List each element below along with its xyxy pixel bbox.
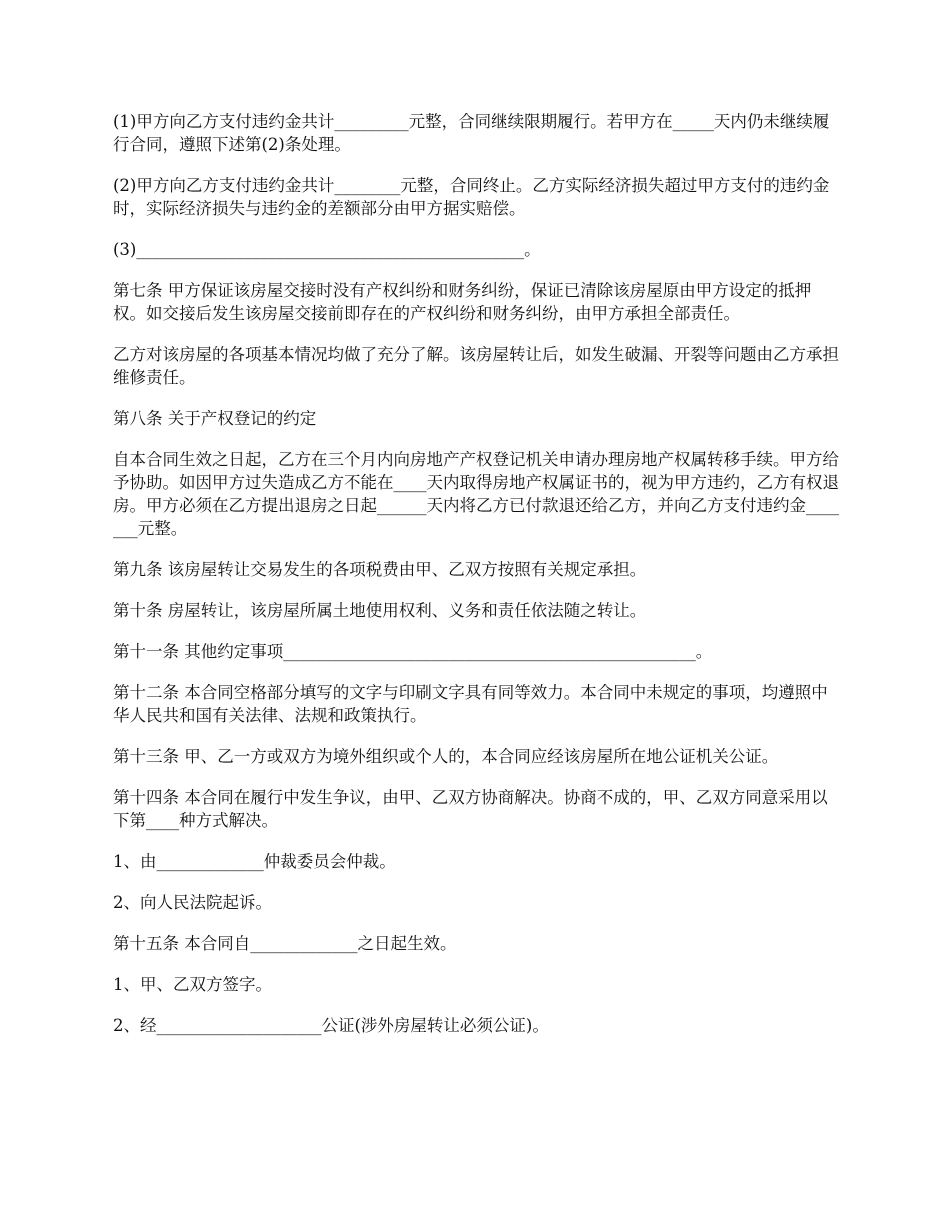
article-12: 第十二条 本合同空格部分填写的文字与印刷文字具有同等效力。本合同中未规定的事项，均遵照中华人民共和国有关法律、法规和政策执行。 [113, 683, 828, 725]
contract-document [113, 110, 843, 1055]
article-15: 第十五条 本合同自_____________之日起生效。 [113, 934, 457, 953]
article-11: 第十一条 其他约定事项__________________________________________________。 [113, 642, 713, 661]
article-9: 第九条 该房屋转让交易发生的各项税费由甲、乙双方按照有关规定承担。 [113, 560, 647, 579]
dispute-option-court: 2、向人民法院起诉。 [113, 893, 272, 912]
article-7-buyer-acknowledgement: 乙方对该房屋的各项基本情况均做了充分了解。该房屋转让后，如发生破漏、开裂等问题由乙方承担维修责任。 [113, 345, 839, 387]
clause-penalty-terminate: (2)甲方向乙方支付违约金共计________元整，合同终止。乙方实际经济损失超过甲方支付的违约金时，实际经济损失与违约金的差额部分由甲方据实赔偿。 [113, 176, 830, 218]
article-8-body: 自本合同生效之日起，乙方在三个月内向房地产产权登记机关申请办理房地产权属转移手续。甲方给予协助。如因甲方过失造成乙方不能在____天内取得房地产权属证书的，视为甲方违约，乙方有权退房。甲方必须在乙方提出退房之日起______天内将乙方已付款退还给乙方，并向乙方支付违约金_______元整。 [113, 450, 839, 538]
clause-penalty-continue: (1)甲方向乙方支付违约金共计_________元整，合同继续限期履行。若甲方在_____天内仍未继续履行合同，遵照下述第(2)条处理。 [113, 112, 830, 154]
article-14: 第十四条 本合同在履行中发生争议，由甲、乙双方协商解决。协商不成的，甲、乙双方同意采用以下第____种方式解决。 [113, 788, 828, 830]
effect-option-signature: 1、甲、乙双方签字。 [113, 975, 272, 994]
article-13: 第十三条 甲、乙一方或双方为境外组织或个人的，本合同应经该房屋所在地公证机关公证。 [113, 747, 779, 766]
article-10: 第十条 房屋转让，该房屋所属土地使用权利、义务和责任依法随之转让。 [113, 601, 647, 620]
dispute-option-arbitration: 1、由_____________仲裁委员会仲裁。 [113, 852, 396, 871]
clause-penalty-other: (3)_______________________________________________。 [113, 240, 541, 259]
article-8-heading: 第八条 关于产权登记的约定 [113, 409, 317, 428]
article-7: 第七条 甲方保证该房屋交接时没有产权纠纷和财务纠纷，保证已清除该房屋原由甲方设定的抵押权。如交接后发生该房屋交接前即存在的产权纠纷和财务纠纷，由甲方承担全部责任。 [113, 281, 812, 323]
effect-option-notarization: 2、经____________________公证(涉外房屋转让必须公证)。 [113, 1016, 549, 1035]
